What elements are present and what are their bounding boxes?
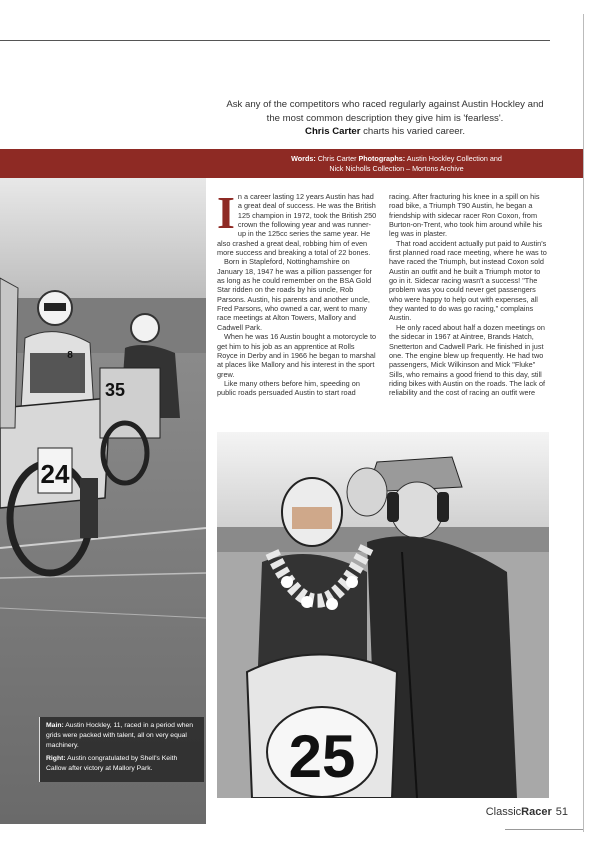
standfirst-line-3 [205, 125, 565, 139]
caption-main [46, 721, 198, 750]
page-number: 51 [555, 806, 568, 818]
article-column-2 [389, 192, 549, 426]
victory-photo-illustration [217, 432, 549, 798]
photo-caption [39, 717, 204, 782]
article-column-1 [217, 192, 377, 426]
drop-cap: I [217, 192, 235, 238]
author-name: Chris Carter [305, 126, 361, 137]
words-label: Words: [291, 154, 316, 163]
top-rule [0, 40, 550, 41]
standfirst-line-3-rest: charts his varied career. [360, 126, 465, 137]
magazine-name-part-2: Racer [521, 806, 552, 818]
race-number-25: 25 [288, 723, 356, 790]
credits-line-1 [210, 154, 583, 164]
paragraph: He only raced about half a dozen meetings on the sidecar in 1967 at Aintree, Brands Hatch, Snetterton and Cadwell Park. He finished in just one. The engine blew up frequently. He had two passengers, Mick Wilkinson and Mick "Fluke" Sills, who remains a good friend to this day, still riding bikes with Austin on the roads. The lack of reliability and the cost of racing an outfit were [389, 322, 546, 398]
race-number-24: 24 [40, 459, 70, 489]
paragraph: racing. After fracturing his knee in a spill on his road bike, a Triumph T90 Austin, he began a friendship with sidecar racer Ron Coxon, from Burton-on-Trent, who took him around while his leg was in plaster. [389, 192, 543, 239]
race-number-35: 35 [104, 380, 126, 400]
caption-right-text: Austin congratulated by Shell's Keith Callow after victory at Mallory Park. [46, 755, 178, 773]
paragraph: Like many others before him, speeding on public roads persuaded Austin to start road [217, 378, 360, 398]
words-value: Chris Carter [315, 154, 359, 163]
standfirst [205, 98, 565, 139]
caption-main-label: Main: [46, 722, 64, 729]
standfirst-line-1: Ask any of the competitors who raced regularly against Austin Hockley and [226, 99, 544, 110]
magazine-name-part-1: Classic [485, 806, 522, 818]
photos-value: Austin Hockley Collection and [405, 154, 502, 163]
paragraph: Born in Stapleford, Nottinghamshire on January 18, 1947 he was a pillion passenger for as long as he could remember on the BSA Gold Star ridden on the roads by his uncle, Rob Parsons. Austin, his parents and another uncle, Fred Parsons, who owned a car, went to many race meetings at Alton Towers, Mallory and Cadwell Park. [217, 257, 372, 332]
photos-label: Photographs: [358, 154, 406, 163]
paragraph: When he was 16 Austin bought a motorcycle to get him to his job as an apprentice at Rolls Royce in Derby and in 1966 he began to marshal at places like Mallory and his interest in the sport grew. [217, 332, 377, 379]
paragraph: That road accident actually put paid to Austin's first planned road race meeting, where he was to have raced the Triumph, but instead Coxon sold Austin an outfit and he built a Triumph motor to go in it. Sidecar racing wasn't a success! "The problem was you could never get passengers who were happy to help out with expenses, all they wanted to do was go racing," complains Austin. [389, 238, 547, 323]
standfirst-line-2: the most common description they give him is 'fearless'. [266, 112, 504, 124]
race-number-8: 8 [67, 350, 73, 361]
caption-right-label: Right: [46, 755, 66, 763]
caption-main-text: Austin Hockley, 11, raced in a period when grids were packed with talent, all on very equal machinery. [46, 722, 194, 749]
victory-photo [217, 432, 549, 798]
caption-right [46, 754, 198, 774]
footer-rule [505, 829, 583, 830]
paragraph: n a career lasting 12 years Austin has had a great deal of success. He was the British 125 champion in 1972, took the British 250 crown the following year and was runner-up in the 125cc series the same year. He also crashed a great deal, robbing him of even more success and breaking a total of 22 bones. [217, 192, 377, 258]
credits-line-2: Nick Nicholls Collection – Mortons Archive [329, 164, 464, 173]
page-footer [486, 806, 568, 818]
page-edge-line [583, 14, 584, 832]
credits-bar [0, 149, 583, 178]
